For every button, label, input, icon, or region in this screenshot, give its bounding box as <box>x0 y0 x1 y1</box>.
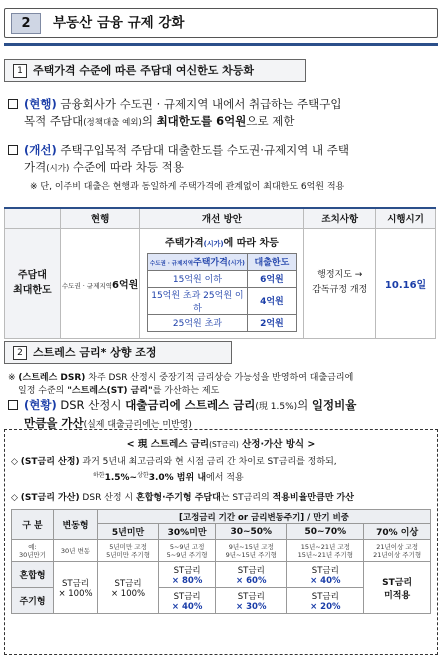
action-cell: 행정지도 → 감독규정 개정 <box>304 228 376 338</box>
table-header-date: 시행시기 <box>376 208 436 228</box>
reform-text-1: 주택구입목적 주담대 대출한도를 수도권·규제지역 내 주택 <box>56 143 349 157</box>
box-title: < 現 스트레스 금리(ST금리) 산정·가산 방식 > <box>126 439 316 450</box>
table-header-action: 조치사항 <box>304 208 376 228</box>
section-divider <box>4 43 438 46</box>
subsection-2-box <box>4 341 232 364</box>
tier-row: 15억원 초과 25억원 이하 4억원 <box>147 287 296 314</box>
row-label: 주담대 최대한도 <box>5 228 61 338</box>
dsr-note: ※ (스트레스 DSR) 차주 DSR 산정시 중장기적 금리상승 가능성을 반영하여 대출금리에 일정 수준의 "스트레스(ST) 금리"를 가산하는 제도 <box>8 373 354 396</box>
date-cell: 10.16일 <box>376 228 436 338</box>
current-text-2e: 으로 제한 <box>246 114 295 128</box>
tier-row: 15억원 이하 6억원 <box>147 270 296 287</box>
table-corner <box>5 208 61 228</box>
tier-table <box>147 253 297 332</box>
checkbox-icon <box>8 99 18 109</box>
section-header <box>4 8 438 38</box>
current-text-2d: 최대한도를 6억원 <box>156 114 247 128</box>
reform-text-2a: 가격 <box>24 160 47 174</box>
checkbox-icon <box>8 145 18 155</box>
subsection-1-box <box>4 59 306 82</box>
current-text-2a: 목적 주담대 <box>24 114 84 128</box>
checkbox-icon <box>8 400 18 410</box>
current-status-paragraph: (현황) DSR 산정시 대출금리에 스트레스 금리(現 1.5%)의 일정비율 만큼을 가산(실제 대출금리에는 미반영) <box>8 397 438 433</box>
reform-paragraph <box>8 142 438 178</box>
st-ratio-table: 구 분 변동형 [고정금리 기간 or 금리변동주기] / 만기 비중 5년미만 30%미만 30~50% 50~70% 70% 이상 예: 30년만기 30년 변동 5년미만 고정 5년미만 주기형 5~9년 고정 5~9년 주기형 9년~15년 고정 9년~15년 주기형 15년~21년 고정 15년~21년 주기형 21년이상 고정 21년이상 주기형 혼합형 ST금리 × 100% ST금리 × 100% ST금리 × 80% ST금리 × 60% ST금리 × 40% ST금리 미적용 주기형 ST금리 × 40% ST금리 × 30% ST금리 × 20% <box>11 509 431 614</box>
section-number: 2 <box>11 13 41 34</box>
current-paragraph <box>8 96 438 132</box>
subsection-1-title: 주택가격 수준에 따른 주담대 여신한도 차등화 <box>33 64 255 77</box>
current-tag: (현행) <box>24 97 57 111</box>
current-text-2b: (정책대출 예외) <box>83 118 142 128</box>
tier-head-limit: 대출한도 <box>247 253 296 270</box>
subsection-1-number: 1 <box>13 64 27 78</box>
limit-table <box>4 207 436 339</box>
reform-tag: (개선) <box>24 143 57 157</box>
tier-head-price: 수도권 · 규제지역주택가격(시가) <box>147 253 247 270</box>
current-limit-cell: 수도권 · 규제지역6억원 <box>60 228 140 338</box>
subsection-2-number: 2 <box>13 346 27 360</box>
table-header-current: 현행 <box>60 208 140 228</box>
box-bullet-1: ◇ (ST금리 산정) 과거 5년내 최고금리와 현 시점 금리 간 차이로 ST금리를 정하되, $^{하한}$1.5%~$^{상한}$3.0% 범위 내에서 적용 <box>11 457 337 483</box>
box-bullet-2: ◇ (ST금리 가산) DSR 산정 시 혼합형·주기형 주담대는 ST금리의 적용비율만큼만 가산 <box>11 493 354 503</box>
reform-note: ※ 단, 이주비 대출은 현행과 동일하게 주택가격에 관계없이 최대한도 6억원 적용 <box>30 182 345 192</box>
subsection-2-title: 스트레스 금리* 상향 조정 <box>33 346 157 359</box>
section-title: 부동산 금융 규제 강화 <box>53 15 185 31</box>
improve-cell: 주택가격(시가)에 따라 차등 수도권 · 규제지역주택가격(시가) 대출한도 15억원 이하 6억원 15억원 초과 25억원 이하 4억원 25억원 초과 2억원 <box>140 228 304 338</box>
current-text-1: 금융회사가 수도권 · 규제지역 내에서 취급하는 주택구입 <box>56 97 342 111</box>
reform-text-2b: (시가) <box>46 164 70 174</box>
table-header-improve: 개선 방안 <box>140 208 304 228</box>
reform-text-2c: 수준에 따라 차등 적용 <box>69 160 184 174</box>
st-rate-box <box>4 429 438 655</box>
current-text-2c: 의 <box>141 114 157 128</box>
tier-row: 25억원 초과 2억원 <box>147 314 296 331</box>
